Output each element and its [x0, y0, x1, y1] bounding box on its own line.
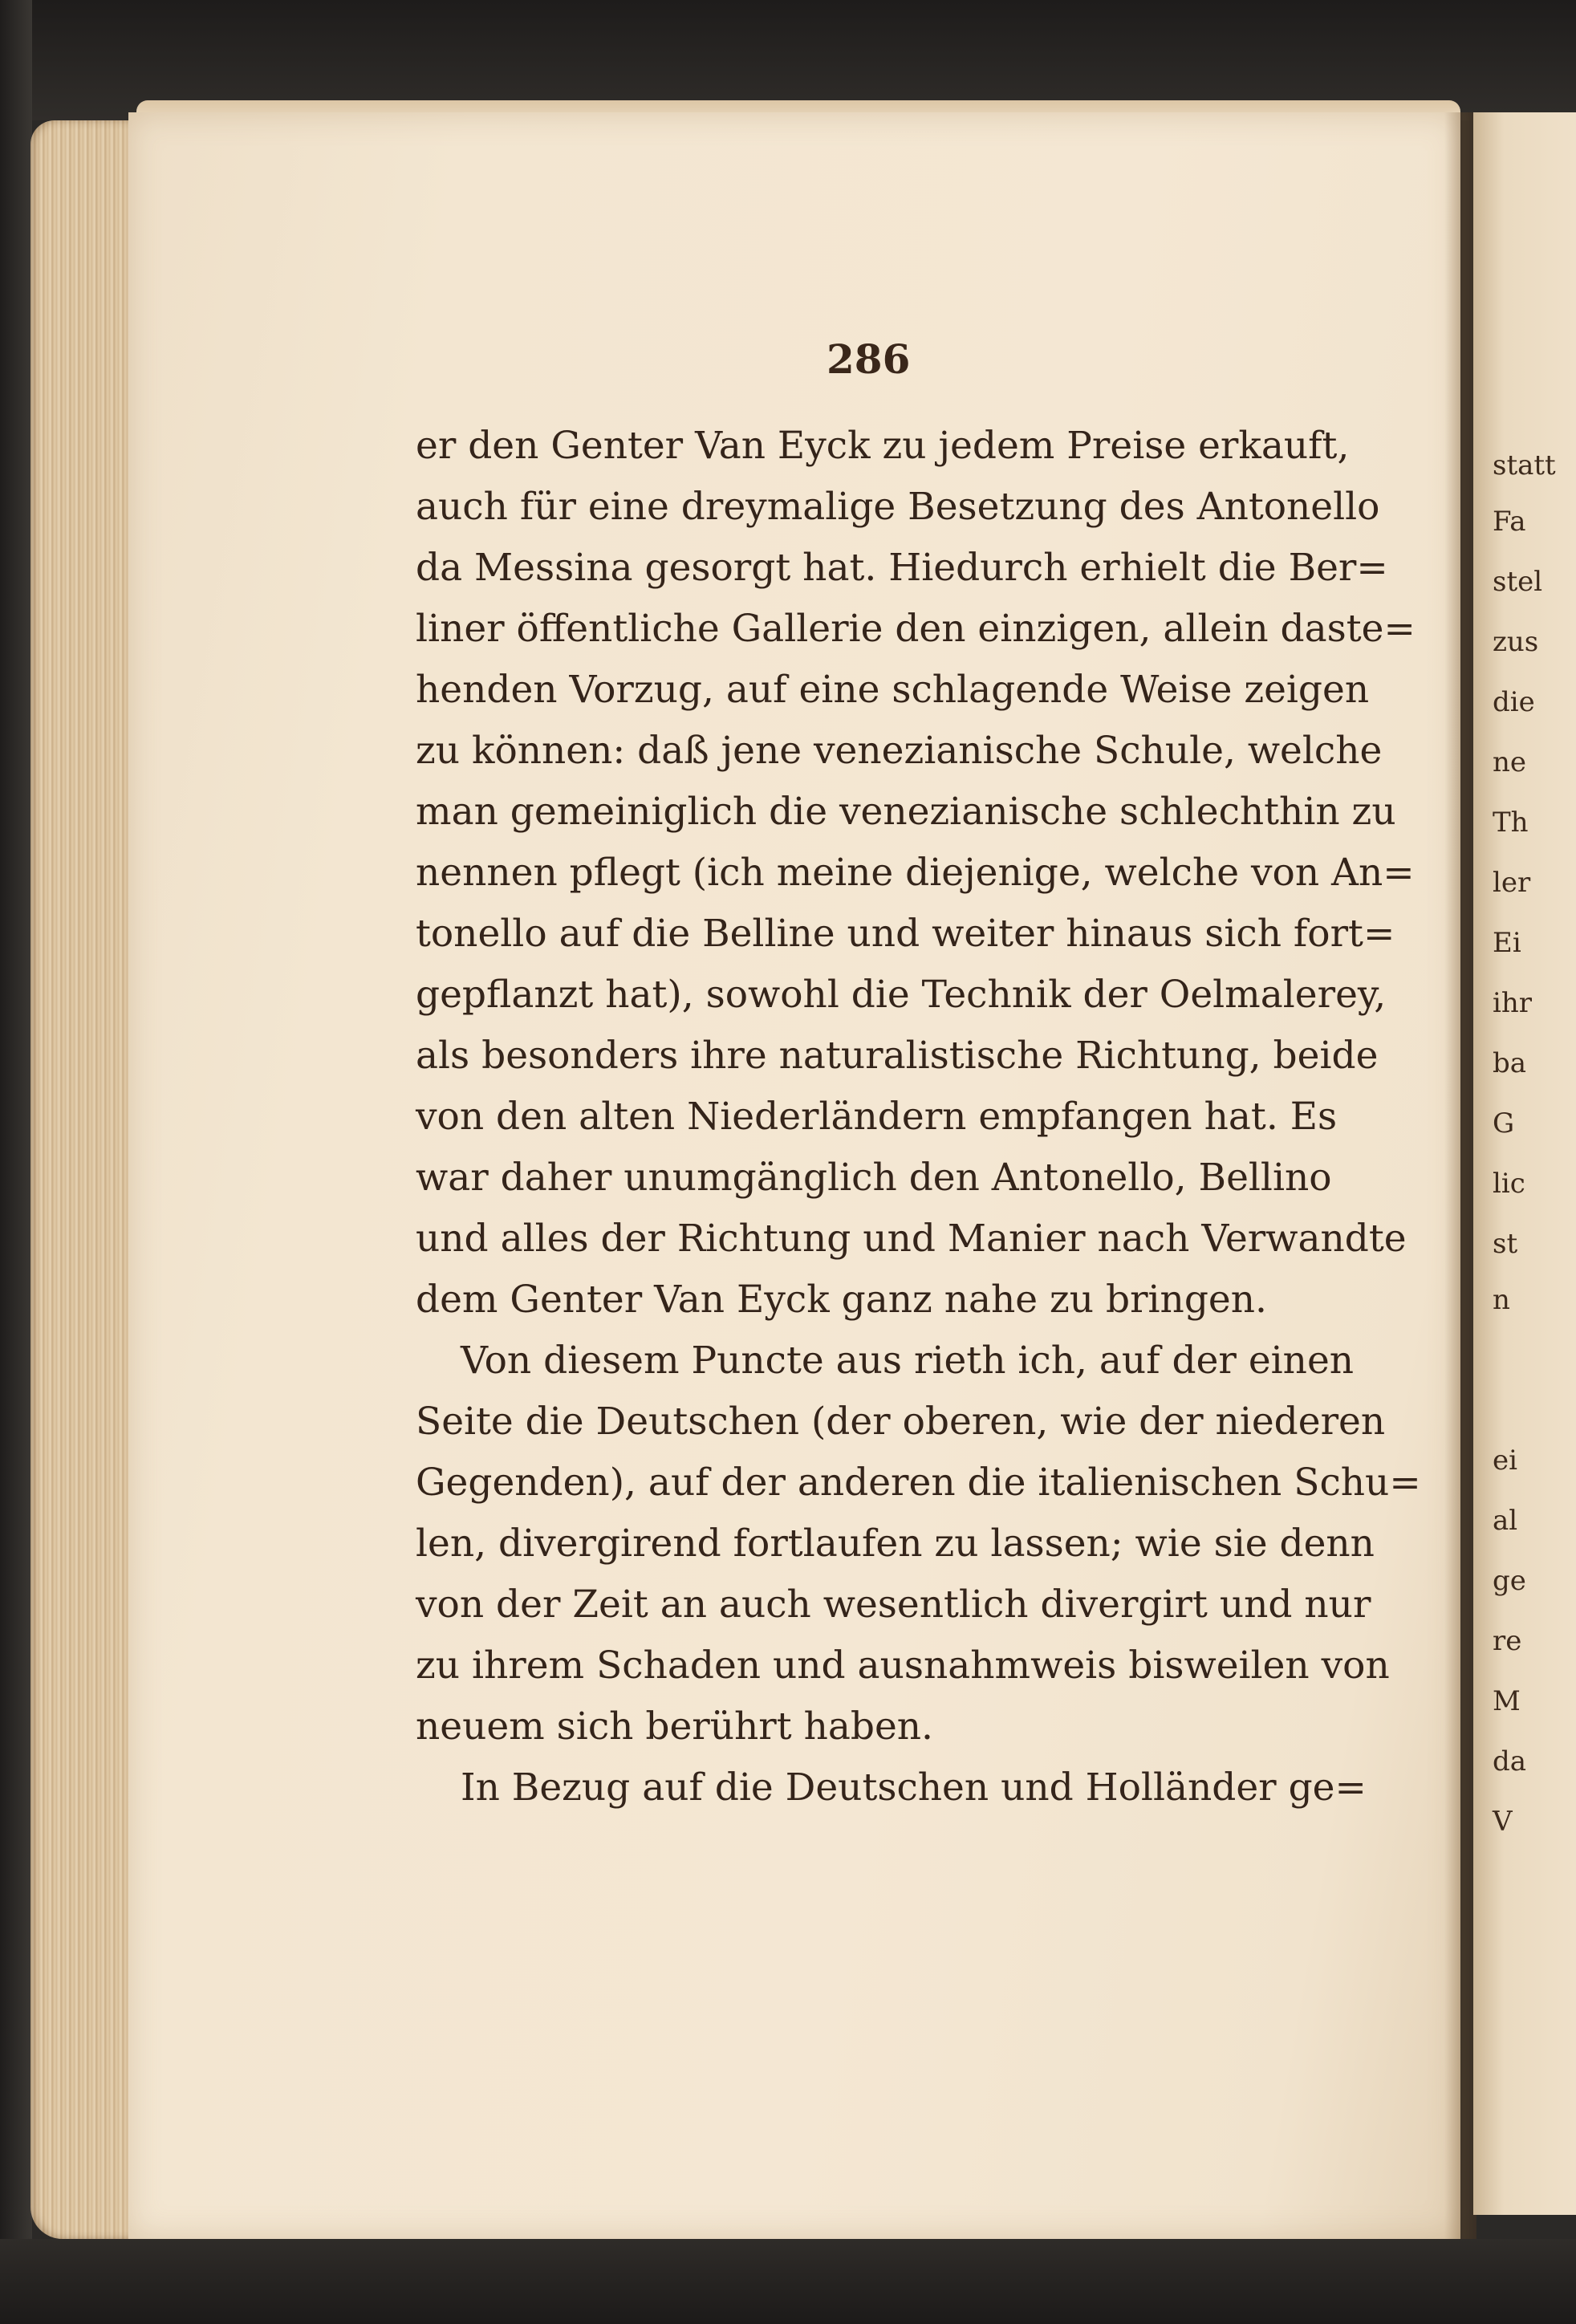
text-line: als besonders ihre naturalistische Richtung, beide [416, 1034, 1379, 1078]
facing-page-fragment: n [1493, 1284, 1510, 1316]
facing-page-fragment: ba [1493, 1047, 1527, 1079]
facing-page-fragment: da [1493, 1745, 1527, 1778]
facing-page-fragment: stel [1493, 566, 1543, 598]
text-line: liner öffentliche Gallerie den einzigen, allein daste= [416, 607, 1416, 651]
facing-page-fragment: ne [1493, 746, 1527, 778]
background-left [0, 0, 32, 2324]
book-page-right [1473, 112, 1576, 2215]
page-text [416, 416, 1421, 1818]
book-gutter [1444, 112, 1476, 2239]
facing-page-fragment: G [1493, 1107, 1515, 1140]
text-line: war daher unumgänglich den Antonello, Bellino [416, 1156, 1332, 1200]
text-line: und alles der Richtung und Manier nach Verwandte [416, 1217, 1407, 1261]
text-line: man gemeiniglich die venezianische schlechthin zu [416, 790, 1396, 834]
facing-page-fragment: re [1493, 1625, 1522, 1657]
facing-page-fragment: V [1493, 1806, 1513, 1838]
facing-page-fragment: Th [1493, 806, 1529, 839]
background-bottom [0, 2239, 1576, 2324]
text-line: tonello auf die Belline und weiter hinaus sich fort= [416, 912, 1395, 956]
text-line: Seite die Deutschen (der oberen, wie der niederen [416, 1400, 1386, 1444]
text-line: neuem sich berührt haben. [416, 1704, 933, 1749]
text-line: von der Zeit an auch wesentlich divergirt und nur [416, 1583, 1371, 1627]
text-line: dem Genter Van Eyck ganz nahe zu bringen. [416, 1278, 1267, 1322]
facing-page-fragment: die [1493, 686, 1535, 718]
page-number: 286 [827, 335, 911, 383]
facing-page-fragment: Fa [1493, 506, 1526, 538]
text-line: Gegenden), auf der anderen die italienischen Schu= [416, 1461, 1421, 1505]
text-line: len, divergirend fortlaufen zu lassen; wie sie denn [416, 1522, 1375, 1566]
text-line: von den alten Niederländern empfangen hat. Es [416, 1095, 1338, 1139]
text-line: er den Genter Van Eyck zu jedem Preise erkauft, [416, 424, 1350, 468]
facing-page-fragment: ihr [1493, 987, 1533, 1019]
facing-page-fragment: st [1493, 1228, 1518, 1260]
text-line: In Bezug auf die Deutschen und Holländer ge= [461, 1765, 1367, 1810]
facing-page-fragment: statt [1493, 449, 1556, 481]
facing-page-fragment: ge [1493, 1565, 1526, 1597]
text-line: zu ihrem Schaden und ausnahmweis bisweilen von [416, 1643, 1390, 1688]
facing-page-fragment: lic [1493, 1168, 1525, 1200]
text-line: Von diesem Puncte aus rieth ich, auf der einen [461, 1339, 1355, 1383]
facing-page-fragment: ler [1493, 867, 1531, 899]
facing-page-fragment: Ei [1493, 927, 1521, 959]
text-line: zu können: daß jene venezianische Schule, welche [416, 729, 1383, 773]
facing-page-fragment: M [1493, 1685, 1521, 1717]
text-line: auch für eine dreymalige Besetzung des Antonello [416, 485, 1380, 529]
facing-page-fragment: al [1493, 1505, 1518, 1537]
text-line: nennen pflegt (ich meine diejenige, welche von An= [416, 851, 1415, 895]
facing-page-fragment: zus [1493, 626, 1539, 658]
text-line: gepflanzt hat), sowohl die Technik der Oelmalerey, [416, 973, 1387, 1017]
text-line: da Messina gesorgt hat. Hiedurch erhielt die Ber= [416, 546, 1388, 590]
facing-page-fragment: ei [1493, 1444, 1517, 1477]
text-line: henden Vorzug, auf eine schlagende Weise zeigen [416, 668, 1370, 712]
